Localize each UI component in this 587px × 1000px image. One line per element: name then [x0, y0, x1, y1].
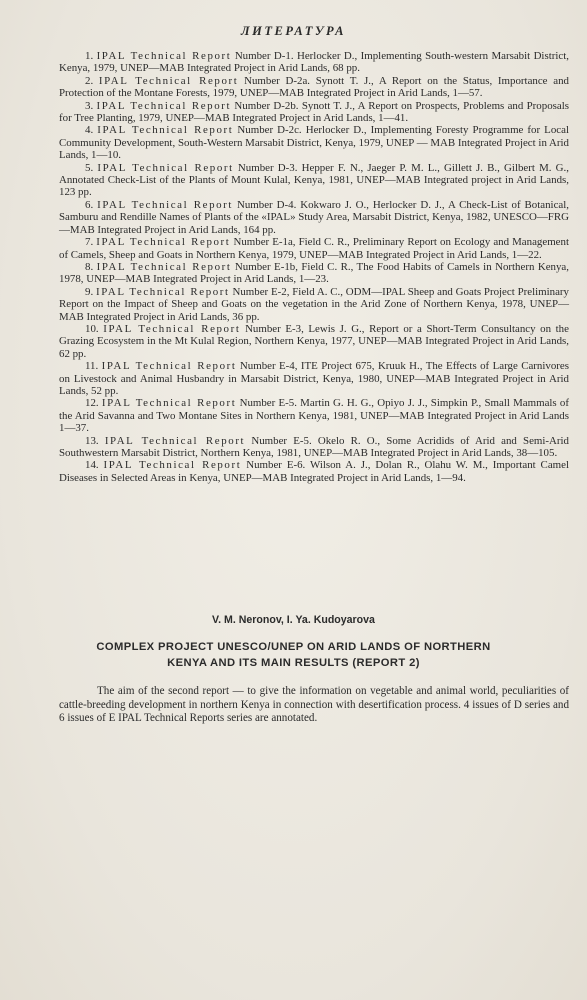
reference-list: [59, 50, 569, 484]
reference-series: IPAL Technical Report: [96, 99, 232, 112]
reference-text: Number D-1. Herlocker D., Implementing South-western Marsabit District, Kenya, 1979, UNEP—MAB Integrated Project in Arid Lands, 68 pp.: [59, 50, 569, 75]
references-heading: ЛИТЕРАТУРА: [241, 24, 346, 38]
reference-number: 5.: [85, 161, 94, 174]
reference-series: IPAL Technical Report: [97, 124, 234, 137]
reference-series: IPAL Technical Report: [96, 260, 232, 273]
reference-number: 2.: [85, 74, 94, 87]
reference-text: Number E-1b, Field C. R., The Food Habits of Camels in Northern Kenya, 1978, UNEP—MAB Integrated Project in Arid Lands, 1—23.: [59, 260, 569, 286]
reference-text: Number D-2b. Synott T. J., A Report on Prospects, Problems and Proposals for Tree Planting, 1979, UNEP—MAB Integrated Project in Arid Lands, 1—41.: [59, 99, 569, 125]
reference-item: [59, 435, 569, 460]
summary-authors: V. M. Neronov, I. Ya. Kudoyarova: [212, 614, 375, 626]
reference-item: [59, 459, 569, 484]
reference-item: [59, 75, 569, 100]
reference-item: [59, 236, 569, 261]
reference-text: Number E-3, Lewis J. G., Report or a Short-Term Consultancy on the Grazing Ecosystem in the Mt Kulal Region, Northern Kenya, 1977, UNEP—MAB Integrated Project in Arid Lands, 62 pp.: [59, 322, 569, 360]
reference-number: 6.: [85, 198, 94, 211]
reference-text: Number E-1a, Field C. R., Preliminary Report on Ecology and Management of Camels, Sheep and Goats in Northern Kenya, 1979, UNEP—MAB Integrated Project in Arid Lands, 1—22.: [59, 236, 569, 261]
reference-number: 3.: [85, 99, 94, 112]
reference-item: [59, 323, 569, 360]
reference-number: 4.: [85, 124, 94, 137]
reference-series: IPAL Technical Report: [96, 50, 232, 62]
reference-item: [59, 286, 569, 323]
reference-series: IPAL Technical Report: [96, 285, 230, 298]
reference-number: 7.: [85, 236, 94, 249]
reference-item: [59, 397, 569, 434]
reference-series: IPAL Technical Report: [103, 459, 242, 472]
summary-title: COMPLEX PROJECT UNESCO/UNEP ON ARID LANDS OF NORTHERN KENYA AND ITS MAIN RESULTS (REPORT 2): [96, 641, 491, 669]
reference-series: IPAL Technical Report: [97, 161, 234, 174]
reference-number: 12.: [85, 397, 99, 410]
reference-item: [59, 360, 569, 397]
reference-item: [59, 162, 569, 199]
reference-item: [59, 124, 569, 161]
reference-text: Number E-2, Field A. C., ODM—IPAL Sheep and Goats Project Preliminary Report on the Impact of Sheep and Goats on the vegetation in the Arid Zone of Northern Kenya, 1978, UNEP—MAB Integrated Project in Arid Lands, 36 pp.: [59, 285, 569, 323]
reference-text: Number E-5. Okelo R. O., Some Acridids of Arid and Semi-Arid Southwestern Marsabit District, Northern Kenya, 1981, UNEP—MAB Integrated Project in Arid Lands, 38—105.: [59, 434, 569, 459]
reference-series: IPAL Technical Report: [104, 434, 246, 447]
reference-series: IPAL Technical Report: [103, 322, 241, 335]
reference-text: Number D-2c. Herlocker D., Implementing Foresty Programme for Local Community Development, South-Western Marsabit District, Kenya, 1979, UNEP — MAB Integrated Project in Arid Lands, 1—10.: [59, 124, 569, 162]
reference-item: [59, 261, 569, 286]
reference-series: IPAL Technical Report: [98, 74, 239, 87]
reference-item: [59, 50, 569, 75]
summary-abstract: The aim of the second report — to give the information on vegetable and animal world, peculiarities of cattle-breeding development in northern Kenya in connection with desertification process. 4 issues of D series and 6 issues of E IPAL Technical Reports series are annotated.: [59, 685, 569, 725]
reference-text: Number D-2a. Synott T. J., A Report on the Status, Importance and Protection of the Montane Forests, 1979, UNEP—MAB Integrated Project in Arid Lands, 1—57.: [59, 74, 569, 100]
reference-text: Number E-5. Martin G. H. G., Opiyo J. J., Simpkin P., Small Mammals of the Arid Savanna and Two Montane Sites in Northern Kenya, 1981, UNEP—MAB Integrated Project in Arid Lands 1—37.: [59, 397, 569, 435]
reference-number: 13.: [85, 434, 99, 447]
reference-series: IPAL Technical Report: [97, 198, 234, 211]
reference-number: 9.: [85, 285, 94, 298]
reference-series: IPAL Technical Report: [101, 360, 237, 373]
reference-number: 11.: [85, 360, 99, 373]
reference-text: Number D-4. Kokwaro J. O., Herlocker D. J., A Check-List of Botanical, Samburu and Rendille Names of Plants of the «IPAL» Study Area, Marsabit District, Kenya, 1982, UNESCO—FRG—MAB Integrated Project in Arid Lands, 164 pp.: [59, 198, 569, 236]
reference-item: [59, 199, 569, 236]
reference-item: [59, 100, 569, 125]
reference-series: IPAL Technical Report: [96, 236, 231, 249]
reference-text: Number E-4, ITE Project 675, Kruuk H., The Effects of Large Carnivores on Livestock and Animal Husbandry in Marsabit District, Kenya, 1980, UNEP—MAB Integrated Project in Arid Lands, 52 pp.: [59, 360, 569, 397]
reference-number: 1.: [85, 50, 94, 62]
reference-text: Number D-3. Hepper F. N., Jaeger P. M. L., Gillett J. B., Gilbert M. G., Annotated Check-List of the Plants of Mount Kulal, Kenya, 1981, UNEP—MAB Integrated project in Arid Lands, 123 pp.: [59, 161, 569, 199]
reference-number: 8.: [85, 260, 94, 273]
reference-number: 10.: [85, 322, 99, 335]
reference-series: IPAL Technical Report: [101, 397, 237, 410]
reference-number: 14.: [85, 459, 99, 472]
reference-text: Number E-6. Wilson A. J., Dolan R., Olahu W. M., Important Camel Diseases in Selected Areas in Kenya, UNEP—MAB Integrated Project in Arid Lands, 1—94.: [59, 459, 569, 484]
